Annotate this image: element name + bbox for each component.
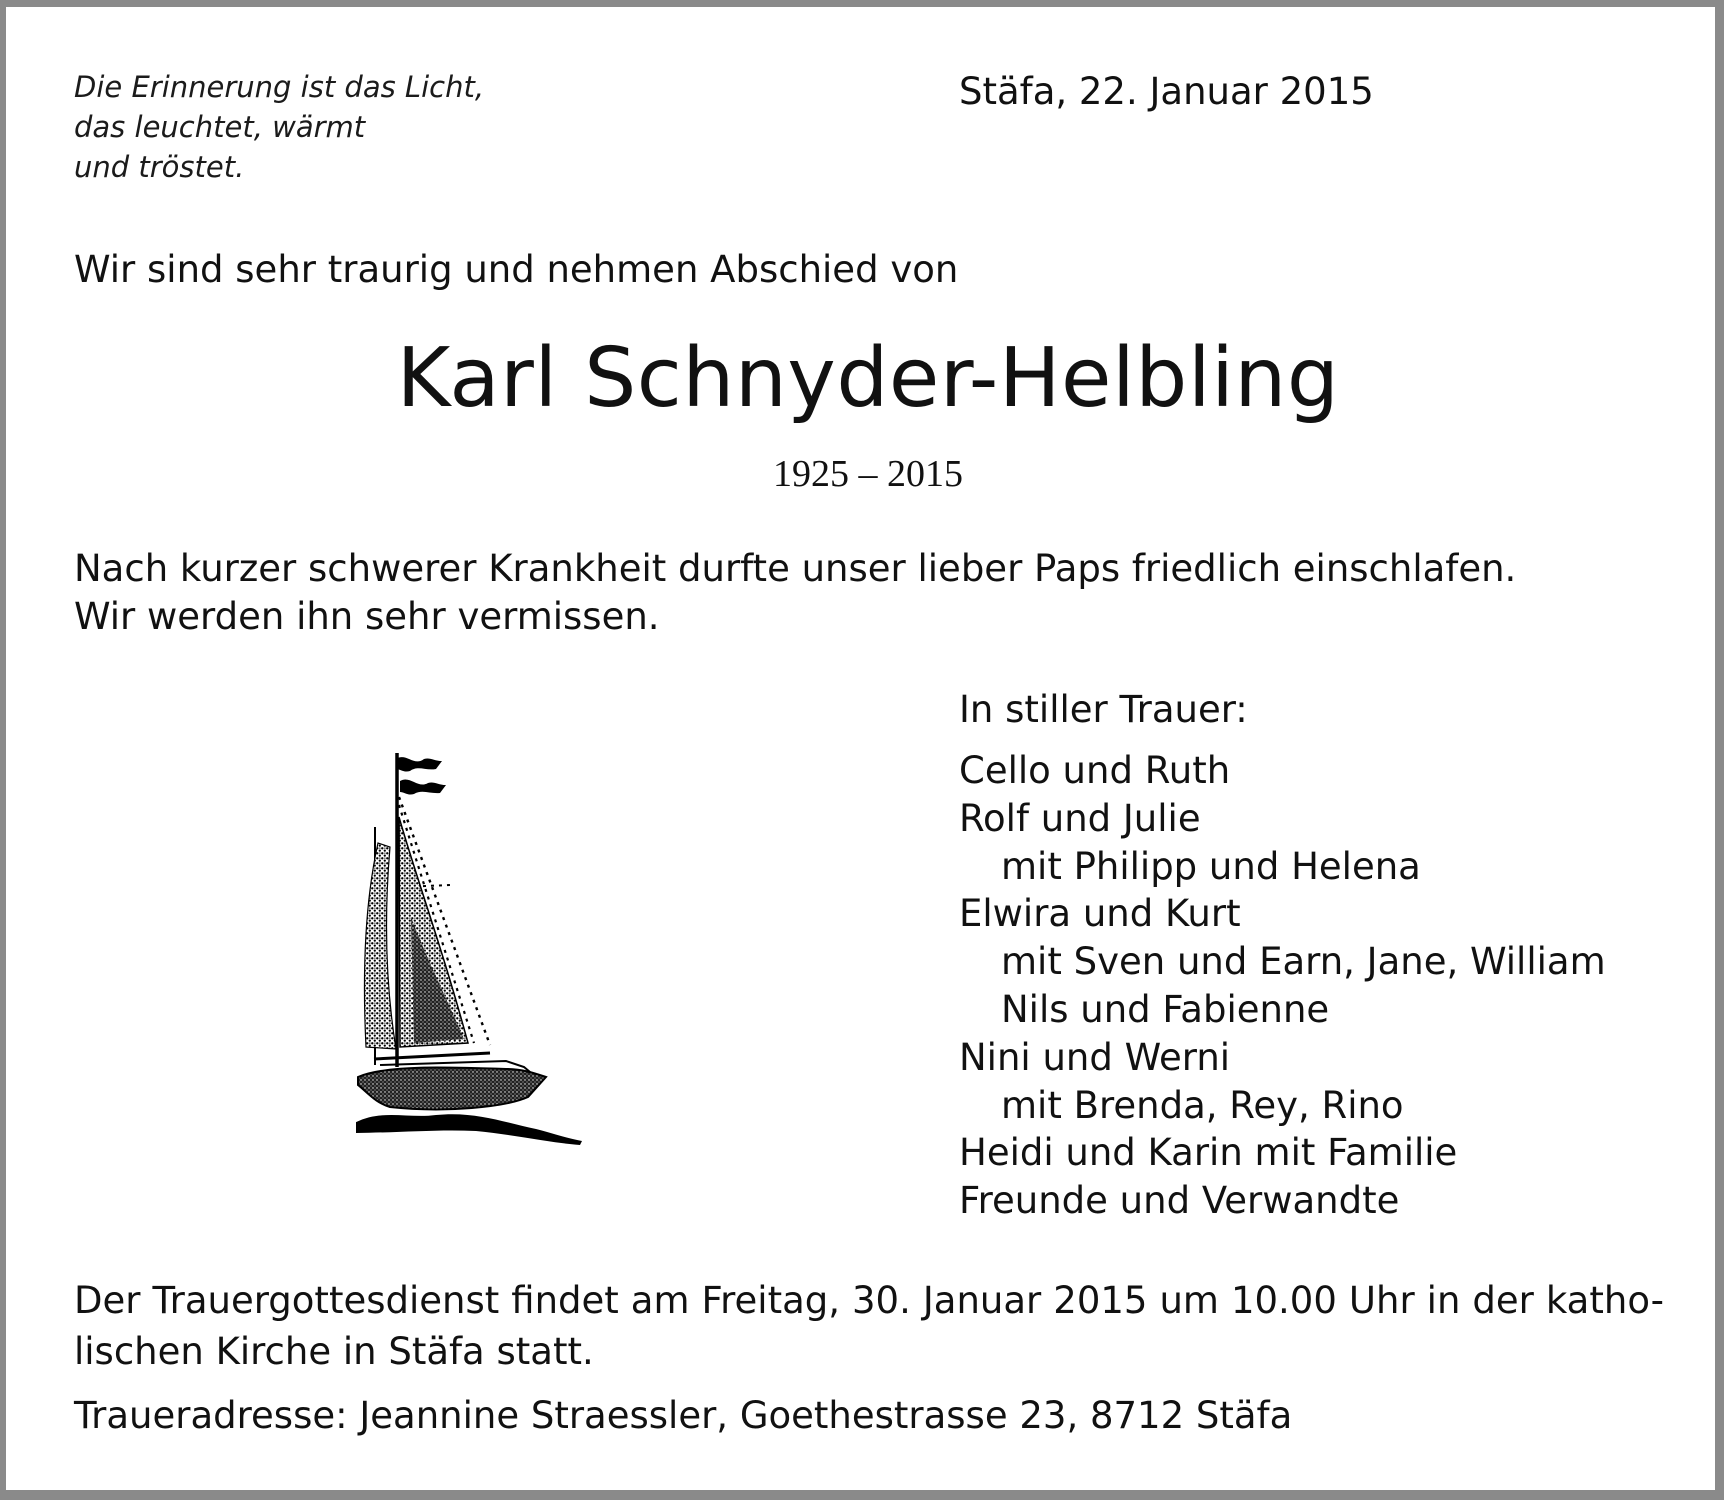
life-years: 1925 – 2015	[773, 453, 963, 495]
quote-line: das leuchtet, wärmt	[74, 110, 366, 144]
farewell-message	[74, 545, 1516, 641]
list-item: mit Brenda, Rey, Rino	[1001, 1083, 1404, 1127]
sailboat-icon	[356, 747, 596, 1152]
service-line: Der Trauergottesdienst findet am Freitag, 30. Januar 2015 um 10.00 Uhr in der katho-	[74, 1279, 1664, 1322]
mourning-address: Traueradresse: Jeannine Straessler, Goethestrasse 23, 8712 Stäfa	[74, 1394, 1293, 1437]
deceased-name: Karl Schnyder-Helbling	[396, 331, 1340, 426]
message-line: Nach kurzer schwerer Krankheit durfte unser lieber Paps friedlich einschlafen.	[74, 547, 1517, 590]
quote-line: und tröstet.	[74, 150, 245, 184]
list-item: Cello und Ruth	[959, 749, 1231, 792]
list-item: Nini und Werni	[959, 1035, 1231, 1079]
list-item: mit Philipp und Helena	[1001, 844, 1421, 888]
list-item: Freunde und Verwandte	[959, 1179, 1400, 1223]
service-line: lischen Kirche in Stäfa statt.	[74, 1330, 594, 1373]
intro-text: Wir sind sehr traurig und nehmen Abschied von	[74, 248, 959, 291]
message-line: Wir werden ihn sehr vermissen.	[74, 595, 660, 638]
list-item: Elwira und Kurt	[959, 892, 1241, 936]
mourners-heading: In stiller Trauer:	[959, 688, 1248, 731]
list-item: mit Sven und Earn, Jane, William	[1001, 940, 1606, 984]
service-info	[74, 1275, 1664, 1377]
place-date: Stäfa, 22. Januar 2015	[959, 70, 1374, 113]
memorial-quote	[74, 67, 484, 187]
mourners-list	[959, 747, 1606, 1225]
list-item: Heidi und Karin mit Familie	[959, 1131, 1458, 1175]
list-item: Rolf und Julie	[959, 796, 1201, 840]
list-item: Nils und Fabienne	[1001, 987, 1330, 1031]
quote-line: Die Erinnerung ist das Licht,	[74, 70, 485, 104]
